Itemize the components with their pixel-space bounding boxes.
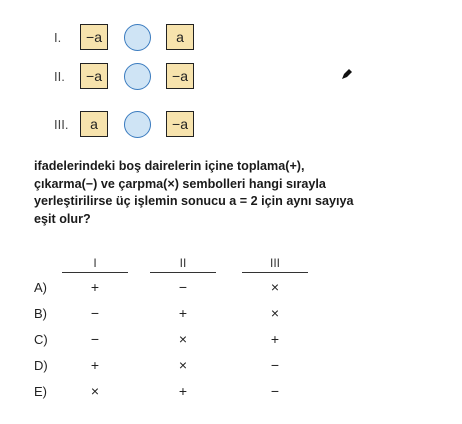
column-header-ii: II	[179, 256, 187, 270]
option-cell: +	[270, 331, 280, 347]
option-cell: +	[90, 279, 100, 295]
column-underline	[150, 272, 216, 273]
option-cell: +	[178, 383, 188, 399]
column-header-i: I	[93, 256, 97, 270]
question-line: çıkarma(−) ve çarpma(×) sembolleri hangi sırayla	[34, 176, 326, 191]
right-operand-box: a	[166, 24, 194, 50]
right-operand-box: −a	[166, 111, 194, 137]
left-operand-box: a	[80, 111, 108, 137]
operator-circle	[124, 63, 151, 90]
option-cell: −	[270, 357, 280, 373]
option-cell: ×	[178, 357, 188, 373]
option-cell: −	[90, 305, 100, 321]
expression-row-2	[0, 63, 240, 93]
option-cell: ×	[90, 383, 100, 399]
question-line: ifadelerindeki boş dairelerin içine toplama(+),	[34, 159, 305, 173]
roman-numeral: III.	[54, 117, 69, 132]
option-cell: −	[178, 279, 188, 295]
pen-cursor-icon	[341, 68, 353, 80]
option-label: C)	[34, 332, 48, 347]
option-cell: ×	[270, 279, 280, 295]
question-text	[34, 158, 434, 228]
option-cell: +	[178, 305, 188, 321]
option-cell: −	[90, 331, 100, 347]
roman-numeral: I.	[54, 30, 62, 45]
option-cell: ×	[178, 331, 188, 347]
option-cell: ×	[270, 305, 280, 321]
column-header-iii: III	[269, 256, 280, 270]
right-operand-box: −a	[166, 63, 194, 89]
expression-row-3	[0, 111, 240, 141]
option-label: A)	[34, 280, 47, 295]
operator-circle	[124, 111, 151, 138]
option-label: E)	[34, 384, 47, 399]
option-cell: +	[90, 357, 100, 373]
roman-numeral: II.	[54, 69, 65, 84]
left-operand-box: −a	[80, 24, 108, 50]
column-underline	[62, 272, 128, 273]
option-label: D)	[34, 358, 48, 373]
question-line: eşit olur?	[34, 211, 91, 226]
option-cell: −	[270, 383, 280, 399]
expression-row-1	[0, 24, 240, 54]
option-label: B)	[34, 306, 47, 321]
left-operand-box: −a	[80, 63, 108, 89]
question-line: yerleştirilirse üç işlemin sonucu a = 2 için aynı sayıya	[34, 194, 354, 209]
operator-circle	[124, 24, 151, 51]
column-underline	[242, 272, 308, 273]
